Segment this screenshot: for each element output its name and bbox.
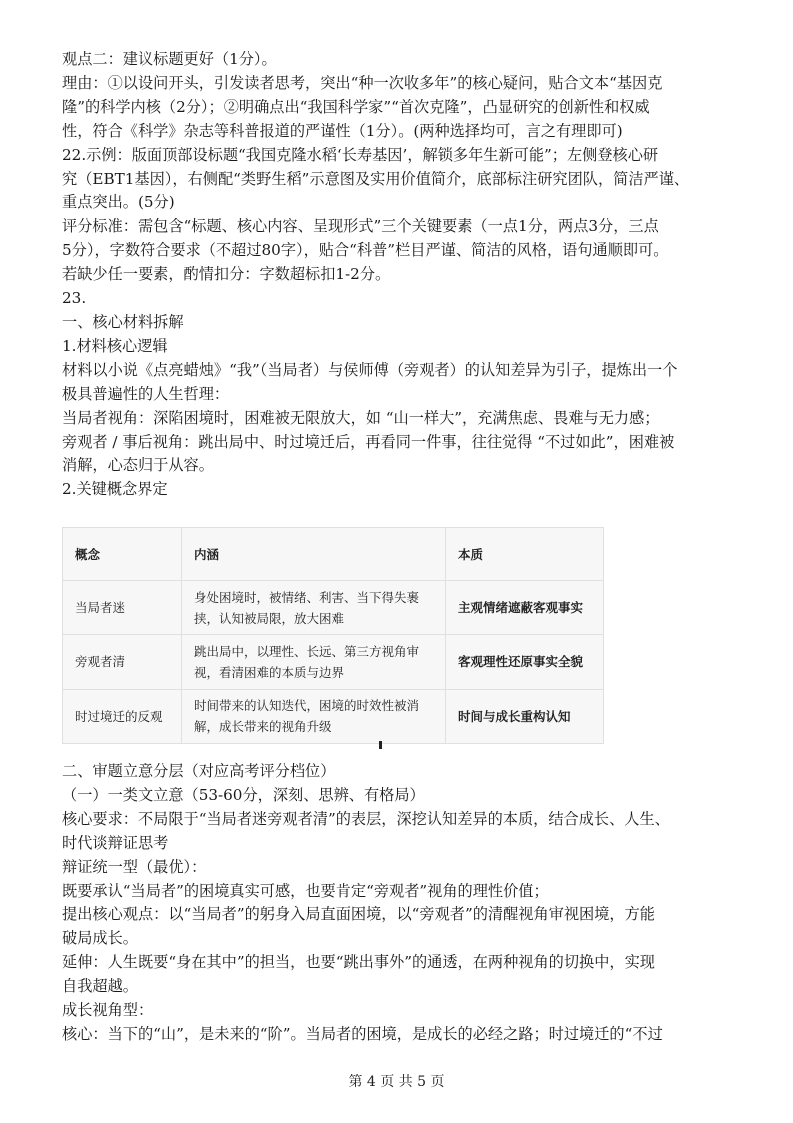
text-line: 二、审题立意分层（对应高考评分档位） <box>62 762 336 780</box>
text-line: 材料以小说《点亮蜡烛》“我”（当局者）与侯师傅（旁观者）的认知差异为引子，提炼出一个 <box>62 360 678 379</box>
text-line: 22.示例：版面顶部设标题“我国克隆水稻‘长寿基因’，解锁多年生新可能”；左侧登核心研 <box>62 145 659 164</box>
cell-concept: 当局者迷 <box>63 581 182 635</box>
text-line: 理由：①以设问开头，引发读者思考，突出“种一次收多年”的核心疑问，贴合文本“基因克 <box>62 73 663 92</box>
table-row <box>63 581 604 635</box>
scan-mark <box>379 741 382 749</box>
text-line: 若缺少任一要素，酌情扣分：字数超标扣1-2分。 <box>62 265 391 284</box>
text-line: 观点二：建议标题更好（1分）。 <box>62 50 277 68</box>
text-line: 性，符合《科学》杂志等科普报道的严谨性（1分）。(两种选择均可，言之有理即可) <box>62 121 623 140</box>
page-footer: 第 4 页 共 5 页 <box>348 1074 445 1090</box>
header-concept: 概念 <box>63 528 182 581</box>
cell-meaning: 时间带来的认知迭代，困境的时效性被消解，成长带来的视角升级 <box>182 689 446 743</box>
text-line: 消解，心态归于从容。 <box>62 456 214 475</box>
table-row <box>63 689 604 743</box>
text-line: 当局者视角：深陷困境时，困难被无限放大，如 “山一样大”，充满焦虑、畏难与无力感； <box>62 408 660 427</box>
text-line: 重点突出。(5分) <box>62 193 175 212</box>
concept-table <box>62 527 603 744</box>
text-line: 23. <box>62 289 87 308</box>
text-line: 时代谈辩证思考 <box>62 833 169 852</box>
text-line: 核心：当下的“山”，是未来的“阶”。当局者的困境，是成长的必经之路；时过境迁的“不过 <box>62 1024 663 1043</box>
text-line: 5分），字数符合要求（不超过80字），贴合“科普”栏目严谨、简洁的风格，语句通顺即可。 <box>62 241 669 260</box>
text-line: 极具普遍性的人生哲理： <box>62 384 230 403</box>
header-essence: 本质 <box>446 528 604 581</box>
text-line: 评分标准：需包含“标题、核心内容、呈现形式”三个关键要素（一点1分，两点3分，三点 <box>62 217 659 236</box>
text-line: 自我超越。 <box>62 977 138 996</box>
text-line: 隆”的科学内核（2分）；②明确点出“我国科学家”“首次克隆”，凸显研究的创新性和权威 <box>62 97 650 116</box>
cell-essence: 时间与成长重构认知 <box>446 689 604 743</box>
text-bottom <box>62 760 752 1047</box>
text-line: （一）一类文立意（53-60分，深刻、思辨、有格局） <box>62 785 425 804</box>
text-line: 2.关键概念界定 <box>62 480 168 499</box>
cell-concept: 旁观者清 <box>63 635 182 689</box>
cell-essence: 主观情绪遮蔽客观事实 <box>446 581 604 635</box>
cell-concept: 时过境迁的反观 <box>63 689 182 743</box>
text-line: 提出核心观点：以“当局者”的躬身入局直面困境，以“旁观者”的清醒视角审视困境，方能 <box>62 905 655 924</box>
text-line: 成长视角型： <box>62 1001 154 1020</box>
cell-meaning: 跳出局中，以理性、长远、第三方视角审视，看清困难的本质与边界 <box>182 635 446 689</box>
text-top <box>62 48 752 502</box>
cell-essence: 客观理性还原事实全貌 <box>446 635 604 689</box>
text-line: 一、核心材料拆解 <box>62 312 184 331</box>
header-meaning: 内涵 <box>182 528 446 581</box>
text-line: 核心要求：不局限于“当局者迷旁观者清”的表层，深挖认知差异的本质，结合成长、人生、 <box>62 809 670 828</box>
table-header-row <box>63 528 604 581</box>
text-line: 延伸：人生既要“身在其中”的担当，也要“跳出事外”的通透，在两种视角的切换中，实现 <box>62 953 655 972</box>
text-line: 究（EBT1基因），右侧配“类野生稻”示意图及实用价值简介，底部标注研究团队，简洁严谨、 <box>62 169 690 188</box>
text-line: 既要承认“当局者”的困境真实可感，也要肯定“旁观者”视角的理性价值； <box>62 881 549 900</box>
text-line: 1.材料核心逻辑 <box>62 336 168 355</box>
table-row <box>63 635 604 689</box>
text-line: 破局成长。 <box>62 929 138 948</box>
text-line: 辩证统一型（最优）： <box>62 857 207 876</box>
text-line: 旁观者 / 事后视角：跳出局中、时过境迁后，再看同一件事，往往觉得 “不过如此”，困难被 <box>62 432 675 451</box>
cell-meaning: 身处困境时，被情绪、利害、当下得失裹挟，认知被局限，放大困难 <box>182 581 446 635</box>
